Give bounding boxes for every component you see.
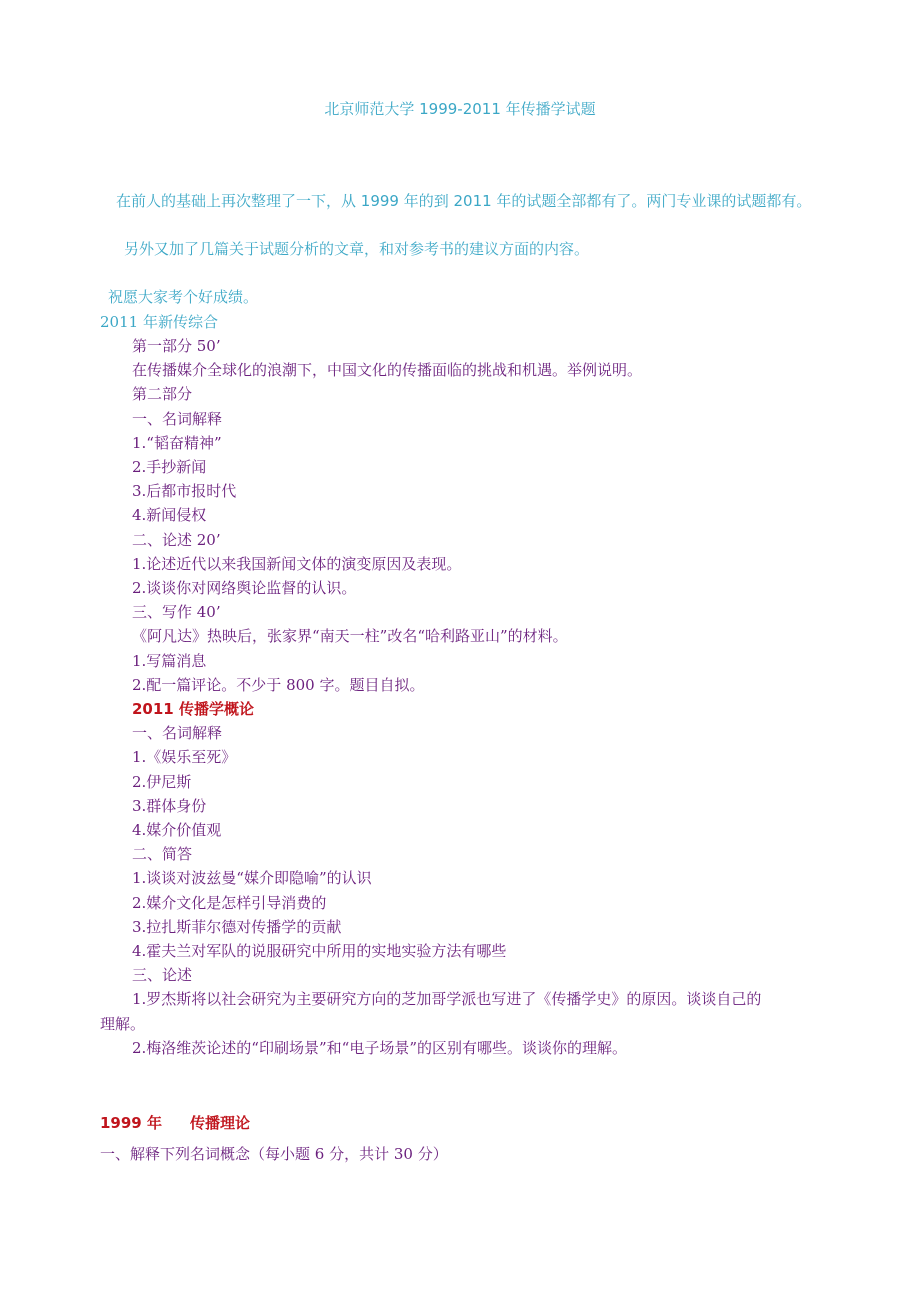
section-subject: 传播理论 [189,1114,250,1132]
text-line: 2.谈谈你对网络舆论监督的认识。 [132,579,357,598]
text-line: 三、写作 40’ [132,603,221,622]
text-line: 4.媒介价值观 [132,821,222,840]
text-line: 1.《娱乐至死》 [132,748,237,767]
page-title: 北京师范大学 1999-2011 年传播学试题 [324,100,596,118]
text-line: 1.“韬奋精神” [132,433,222,452]
text-line: 2.配一篇评论。不少于 800 字。题目自拟。 [132,675,425,694]
section-heading-2011-gailun: 2011 传播学概论 [132,700,254,719]
text-line: 在传播媒介全球化的浪潮下，中国文化的传播面临的挑战和机遇。举例说明。 [132,361,643,380]
text-line: 1.论述近代以来我国新闻文体的演变原因及表现。 [132,554,462,573]
section-heading-2011-xinchuan: 2011 年新传综合 [100,313,218,331]
exam-content [100,334,820,1060]
text-line: 3.拉扎斯菲尔德对传播学的贡献 [132,917,342,936]
intro-paragraph-1: 在前人的基础上再次整理了一下，从 1999 年的到 2011 年的试题全部都有了。两门专业课的试题都有。 [116,192,812,210]
text-line: 二、论述 20’ [132,530,221,549]
text-line-essay-1-continued: 理解。 [100,1014,146,1033]
text-line: 第一部分 50’ [132,337,221,355]
text-line: 第二部分 [132,385,193,404]
section-heading-1999 [100,1112,250,1133]
text-line: 2.伊尼斯 [132,772,192,791]
text-line: 1.谈谈对波兹曼“媒介即隐喻”的认识 [132,869,372,888]
text-line: 《阿凡达》热映后，张家界“南天一柱”改名“哈利路亚山”的材料。 [132,627,568,646]
text-line: 二、简答 [132,845,193,864]
text-line-essay-1: 1.罗杰斯将以社会研究为主要研究方向的芝加哥学派也写进了《传播学史》的原因。谈谈自己的 [132,990,762,1009]
text-line: 2.手抄新闻 [132,458,207,477]
text-line: 1.写篇消息 [132,651,207,670]
intro-paragraph-2: 另外又加了几篇关于试题分析的文章，和对参考书的建议方面的内容。 [124,240,590,258]
text-line: 4.新闻侵权 [132,506,207,525]
section-year: 1999 年 [100,1114,162,1132]
question-1999-1: 一、解释下列名词概念（每小题 6 分，共计 30 分） [100,1145,448,1163]
text-line-essay-2: 2.梅洛维茨论述的“印刷场景”和“电子场景”的区别有哪些。谈谈你的理解。 [132,1038,627,1057]
text-line: 4.霍夫兰对军队的说服研究中所用的实地实验方法有哪些 [132,942,507,961]
text-line: 一、名词解释 [132,409,223,428]
text-line: 3.群体身份 [132,796,207,815]
intro-paragraph-3: 祝愿大家考个好成绩。 [108,288,259,306]
text-line: 2.媒介文化是怎样引导消费的 [132,893,327,912]
text-line: 一、名词解释 [132,724,223,743]
text-line: 三、论述 [132,966,193,985]
text-line: 3.后都市报时代 [132,482,237,501]
